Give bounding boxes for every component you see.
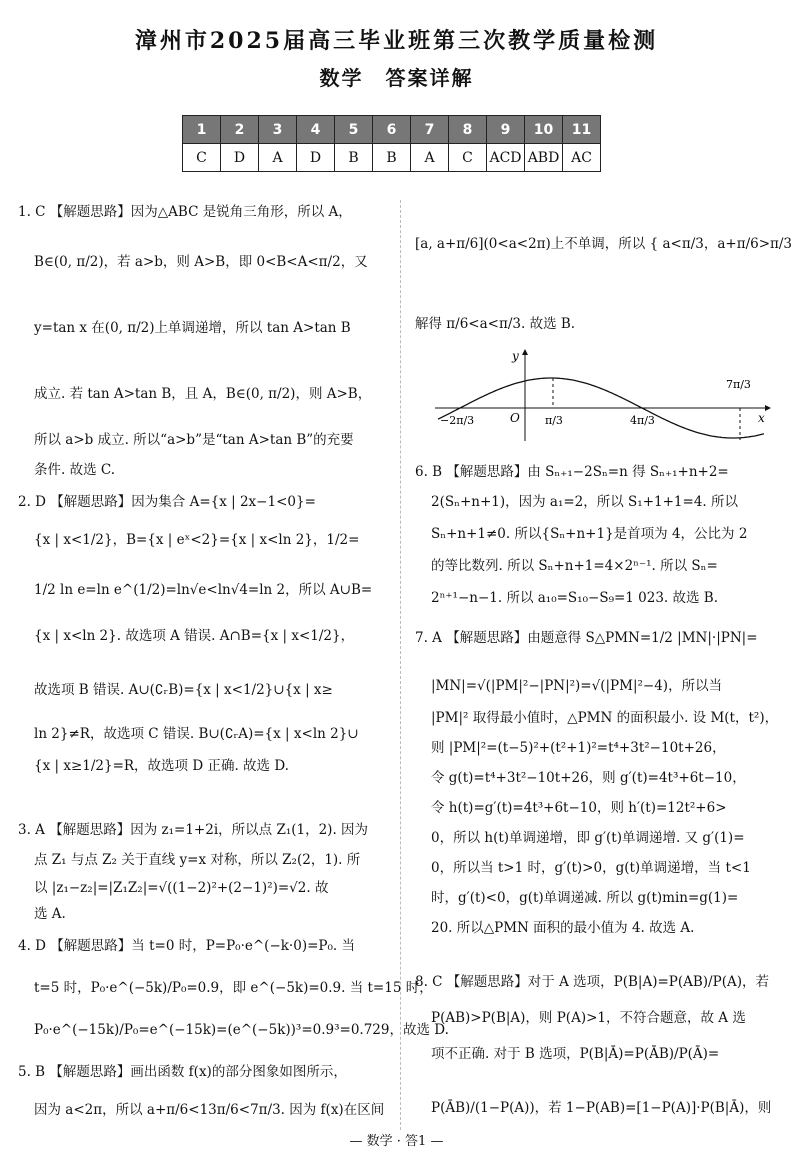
q7-line: |PM|² 取得最小值时，△PMN 的面积最小. 设 M(t，t²)， — [431, 710, 779, 726]
q2-line: {x | x<ln 2}. 故选项 A 错误. A∩B={x | x<1/2}， — [34, 628, 355, 644]
question-number: 6 — [373, 116, 411, 144]
q1-line: 成立. 若 tan A>tan B，且 A，B∈(0, π/2)，则 A>B， — [34, 386, 372, 402]
question-number: 2 — [221, 116, 259, 144]
tick-label-4pi3: 4π/3 — [630, 414, 655, 427]
question-number: 9 — [487, 116, 525, 144]
answer-cell: D — [221, 144, 259, 172]
q3-line: 选 A. — [34, 906, 66, 922]
q7-line: 令 g(t)=t⁴+3t²−10t+26，则 g′(t)=4t³+6t−10， — [431, 770, 746, 786]
function-graph — [430, 346, 780, 446]
answer-table — [182, 115, 601, 172]
answer-cell: C — [183, 144, 221, 172]
q8-line: 项不正确. 对于 B 选项，P(B|Ā)=P(ĀB)/P(Ā)= — [431, 1046, 720, 1062]
answer-cell: A — [411, 144, 449, 172]
q2-line: {x | x≥1/2}=R，故选项 D 正确. 故选 D. — [34, 758, 289, 774]
q4-line: t=5 时，P₀·e^(−5k)/P₀=0.9，即 e^(−5k)=0.9. 当 t=15 时， — [34, 980, 433, 996]
q6-line: 2ⁿ⁺¹−n−1. 所以 a₁₀=S₁₀−S₉=1 023. 故选 B. — [431, 590, 719, 606]
tick-label-7pi3: 7π/3 — [726, 378, 751, 391]
q7-line: 7. A 【解题思路】由题意得 S△PMN=1/2 |MN|·|PN|= — [415, 630, 758, 646]
x-axis-label: x — [758, 411, 765, 425]
question-number: 4 — [297, 116, 335, 144]
question-number: 7 — [411, 116, 449, 144]
question-number: 11 — [563, 116, 601, 144]
q1-line: B∈(0, π/2)，若 a>b，则 A>B，即 0<B<A<π/2，又 — [34, 254, 368, 270]
q2-line: 故选项 B 错误. A∪(∁ᵣB)={x | x<1/2}∪{x | x≥ — [34, 682, 333, 698]
q6-line: 的等比数列. 所以 Sₙ+n+1=4×2ⁿ⁻¹. 所以 Sₙ= — [431, 558, 718, 574]
q1-line: 所以 a>b 成立. 所以“a>b”是“tan A>tan B”的充要 — [34, 432, 354, 448]
y-axis-label: y — [512, 349, 519, 363]
q3-line: 以 |z₁−z₂|=|Z₁Z₂|=√((1−2)²+(2−1)²)=√2. 故 — [34, 880, 329, 896]
q4-line: 4. D 【解题思路】当 t=0 时，P=P₀·e^(−k·0)=P₀. 当 — [18, 938, 355, 954]
q5-line: 5. B 【解题思路】画出函数 f(x)的部分图象如图所示， — [18, 1064, 347, 1080]
q8-line: P(AB)>P(B|A)，则 P(A)>1，不符合题意，故 A 选 — [431, 1010, 746, 1026]
answer-cell: A — [259, 144, 297, 172]
q7-line: |MN|=√(|PM|²−|PN|²)=√(|PM|²−4)，所以当 — [431, 678, 723, 694]
q3-line: 点 Z₁ 与点 Z₂ 关于直线 y=x 对称，所以 Z₂(2，1). 所 — [34, 852, 361, 868]
q8-line: P(ĀB)/(1−P(A))，若 1−P(AB)=[1−P(A)]·P(B|Ā)，则 — [431, 1100, 772, 1116]
page-footer: — 数学 · 答1 — — [349, 1134, 444, 1149]
q6-line: 2(Sₙ+n+1)，因为 a₁=2，所以 S₁+1+1=4. 所以 — [431, 494, 739, 510]
tick-label-minus-2pi3: −2π/3 — [440, 414, 475, 427]
q3-line: 3. A 【解题思路】因为 z₁=1+2i，所以点 Z₁(1，2). 因为 — [18, 822, 369, 838]
q7-line: 时，g′(t)<0，g(t)单调递减. 所以 g(t)min=g(1)= — [431, 890, 739, 906]
origin-label: O — [510, 411, 520, 425]
q7-line: 20. 所以△PMN 面积的最小值为 4. 故选 A. — [431, 920, 695, 936]
q5-line: 因为 a<2π，所以 a+π/6<13π/6<7π/3. 因为 f(x)在区间 — [34, 1102, 385, 1118]
answer-table-header-row — [183, 116, 601, 144]
q6-line: 6. B 【解题思路】由 Sₙ₊₁−2Sₙ=n 得 Sₙ₊₁+n+2= — [415, 464, 729, 480]
q2-line: 2. D 【解题思路】因为集合 A={x | 2x−1<0}= — [18, 494, 316, 510]
question-number: 10 — [525, 116, 563, 144]
question-number: 5 — [335, 116, 373, 144]
q1-line: 条件. 故选 C. — [34, 462, 116, 478]
answer-cell: B — [335, 144, 373, 172]
question-number: 8 — [449, 116, 487, 144]
subject-label: 数学 — [319, 66, 364, 90]
q1-line: 1. C 【解题思路】因为△ABC 是锐角三角形，所以 A， — [18, 204, 352, 220]
answer-cell: ABD — [525, 144, 563, 172]
question-number: 3 — [259, 116, 297, 144]
q6-line: Sₙ+n+1≠0. 所以{Sₙ+n+1}是首项为 4，公比为 2 — [431, 526, 748, 542]
page-title: 漳州市2025届高三毕业班第三次教学质量检测 — [134, 28, 659, 54]
answer-cell: C — [449, 144, 487, 172]
q5-cont-line: 解得 π/6<a<π/3. 故选 B. — [415, 316, 576, 332]
answer-cell: AC — [563, 144, 601, 172]
q2-line: {x | x<1/2}，B={x | eˣ<2}={x | x<ln 2}，1/2= — [34, 532, 360, 548]
q2-line: 1/2 ln e=ln e^(1/2)=ln√e<ln√4=ln 2，所以 A∪B= — [34, 582, 373, 598]
question-number: 1 — [183, 116, 221, 144]
q1-line: y=tan x 在(0, π/2)上单调递增，所以 tan A>tan B — [34, 320, 351, 336]
q4-line: P₀·e^(−15k)/P₀=e^(−15k)=(e^(−5k))³=0.9³=0.729，故选 D. — [34, 1022, 449, 1038]
q8-line: 8. C 【解题思路】对于 A 选项，P(B|A)=P(AB)/P(A)，若 — [415, 974, 769, 990]
tick-label-pi3: π/3 — [545, 414, 563, 427]
q5-cont-line: [a, a+π/6](0<a<2π)上不单调，所以 { a<π/3，a+π/6>π/3 — [415, 236, 793, 252]
q7-line: 0，所以 h(t)单调递增，即 g′(t)单调递增. 又 g′(1)= — [431, 830, 745, 846]
answer-cell: D — [297, 144, 335, 172]
q2-line: ln 2}≠R，故选项 C 错误. B∪(∁ᵣA)={x | x<ln 2}∪ — [34, 726, 359, 742]
q7-line: 令 h(t)=g′(t)=4t³+6t−10，则 h′(t)=12t²+6> — [431, 800, 727, 816]
answer-table-answer-row — [183, 144, 601, 172]
q7-line: 0，所以当 t>1 时，g′(t)>0，g(t)单调递增，当 t<1 — [431, 860, 751, 876]
doc-label: 答案详解 — [385, 66, 474, 90]
page-subtitle — [0, 62, 793, 91]
q7-line: 则 |PM|²=(t−5)²+(t²+1)²=t⁴+3t²−10t+26， — [431, 740, 726, 756]
answer-cell: B — [373, 144, 411, 172]
answer-cell: ACD — [487, 144, 525, 172]
